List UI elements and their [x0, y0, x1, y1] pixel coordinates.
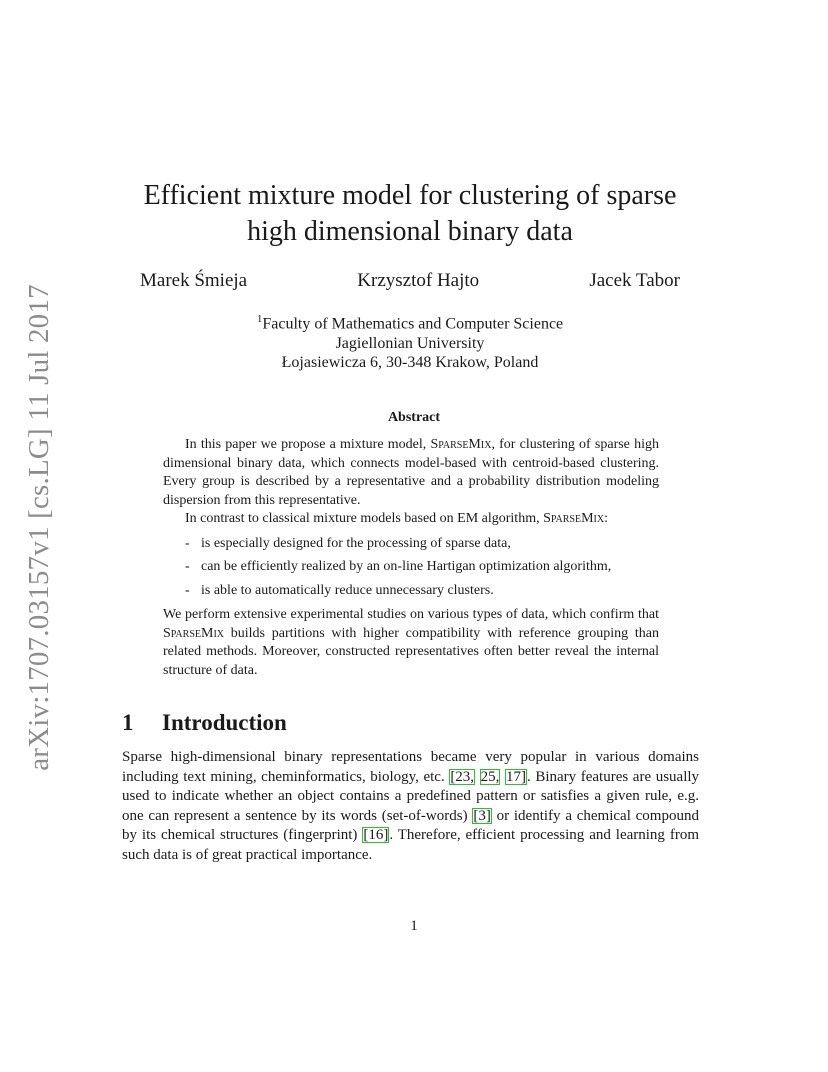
list-item-text: can be efficiently realized by an on-line Hartigan optimization algorithm, — [201, 559, 612, 574]
abstract-text: We perform extensive experimental studies on various types of data, which confirm that — [163, 607, 659, 622]
arxiv-stamp-text: arXiv:1707.03157v1 [cs.LG] 11 Jul 2017 — [22, 283, 55, 771]
author-2: Krzysztof Hajto — [357, 270, 480, 291]
affiliation-line-1 — [150, 310, 670, 334]
introduction-paragraph — [122, 748, 699, 865]
author-3: Jacek Tabor — [589, 270, 680, 291]
paper-title — [100, 178, 720, 250]
citation-link[interactable]: 25, — [480, 768, 500, 785]
list-dash: - — [185, 535, 190, 551]
author-1: Marek Śmieja — [140, 270, 248, 291]
abstract-paragraph-3 — [163, 606, 659, 680]
abstract-text: In this paper we propose a mixture model, — [185, 437, 431, 452]
arxiv-stamp — [12, 283, 66, 771]
list-item — [185, 582, 659, 601]
abstract-body — [163, 436, 659, 680]
abstract-heading: Abstract — [387, 410, 441, 425]
page-number: 1 — [410, 918, 418, 934]
affiliation-faculty: Faculty of Mathematics and Computer Science — [262, 315, 564, 333]
section-title: Introduction — [162, 710, 287, 735]
abstract-paragraph-2 — [163, 510, 659, 529]
list-item-text: is especially designed for the processing of sparse data, — [201, 535, 511, 551]
abstract-text: builds partitions with higher compatibility with reference grouping than related methods. Moreover, constructed representatives often better reveal the internal structure of data. — [163, 625, 659, 678]
title-line-2: high dimensional binary data — [247, 216, 573, 247]
affiliation-address: Łojasiewicza 6, 30-348 Krakow, Poland — [281, 354, 539, 372]
method-name: SparseMix — [163, 625, 224, 641]
section-number: 1 — [122, 710, 134, 735]
list-item-text: is able to automatically reduce unnecessary clusters. — [201, 582, 494, 598]
author-list — [140, 270, 680, 292]
intro-text: . Therefore, efficient processing and learning from such data is of great practical importance. — [122, 827, 699, 863]
list-dash: - — [185, 559, 190, 574]
affiliation-marker: 1 — [256, 313, 263, 325]
intro-text: . Binary features are usually used to indicate whether an object contains a predefined pattern or satisfies a given rule, e.g. one can represent a sentence by its words (set-of-words) — [122, 768, 700, 824]
abstract-text: : — [604, 511, 608, 526]
citation-link[interactable]: [23, — [450, 768, 475, 785]
abstract-paragraph-1 — [163, 436, 659, 510]
abstract-text: , for clustering of sparse high dimensional binary data, which connects model-based with centroid-based clustering. Every group is described by a representative and a probability distribution modeling dispersion from this representative. — [163, 437, 659, 508]
method-name: SparseMix — [430, 437, 492, 452]
list-dash: - — [185, 582, 190, 598]
title-line-1: Efficient mixture model for clustering of sparse — [143, 180, 677, 211]
section-heading — [122, 710, 287, 736]
list-item — [185, 535, 659, 554]
list-item — [185, 558, 659, 577]
intro-text: or identify a chemical compound by its chemical structures (fingerprint) — [122, 807, 699, 843]
method-name: SparseMix — [543, 511, 605, 526]
introduction-body — [122, 748, 699, 865]
intro-text: Sparse high-dimensional binary representations became very popular in various domains including text mining, cheminformatics, biology, etc. — [122, 749, 699, 785]
affiliation-university: Jagiellonian University — [335, 334, 485, 352]
citation-link[interactable]: [16] — [363, 827, 389, 843]
citation-link[interactable]: 17] — [506, 768, 526, 785]
affiliation — [150, 310, 670, 373]
feature-list — [163, 535, 659, 601]
abstract-text: In contrast to classical mixture models based on EM algorithm, — [185, 511, 544, 526]
citation-link[interactable]: [3] — [473, 807, 491, 824]
